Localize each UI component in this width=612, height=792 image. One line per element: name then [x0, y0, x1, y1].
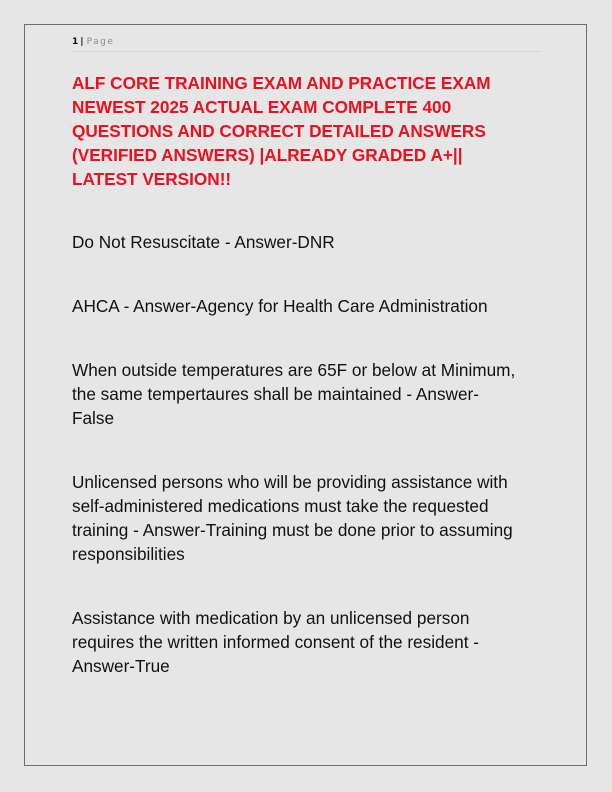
qa-line: self-administered medications must take the requested: [72, 496, 489, 516]
page-separator: |: [80, 37, 84, 47]
qa-line: Assistance with medication by an unlicensed person: [72, 608, 470, 628]
title-line: QUESTIONS AND CORRECT DETAILED ANSWERS: [72, 121, 486, 141]
title-line: (VERIFIED ANSWERS) |ALREADY GRADED A+||: [72, 145, 463, 165]
page-number: 1: [72, 37, 79, 47]
title-line: LATEST VERSION!!: [72, 169, 232, 189]
title-line: ALF CORE TRAINING EXAM AND PRACTICE EXAM: [72, 73, 491, 93]
document-title: [72, 71, 542, 191]
qa-line: responsibilities: [72, 544, 185, 564]
qa-item-ahca: [72, 294, 547, 318]
page-label: Page: [86, 37, 115, 47]
qa-item-dnr: [72, 230, 547, 254]
title-line: NEWEST 2025 ACTUAL EXAM COMPLETE 400: [72, 97, 452, 117]
page-header: [72, 36, 542, 52]
qa-item-informed-consent: [72, 606, 547, 678]
qa-line: AHCA - Answer-Agency for Health Care Administration: [72, 296, 488, 316]
qa-line: training - Answer-Training must be done prior to assuming: [72, 520, 513, 540]
qa-line: Unlicensed persons who will be providing assistance with: [72, 472, 508, 492]
qa-line: Answer-True: [72, 656, 170, 676]
qa-line: requires the written informed consent of the resident -: [72, 632, 479, 652]
qa-line: the same tempertaures shall be maintained - Answer-: [72, 384, 479, 404]
qa-line: When outside temperatures are 65F or below at Minimum,: [72, 360, 516, 380]
qa-item-unlicensed-training: [72, 470, 547, 566]
qa-line: False: [72, 408, 115, 428]
qa-item-temperatures: [72, 358, 547, 430]
qa-line: Do Not Resuscitate - Answer-DNR: [72, 232, 335, 252]
